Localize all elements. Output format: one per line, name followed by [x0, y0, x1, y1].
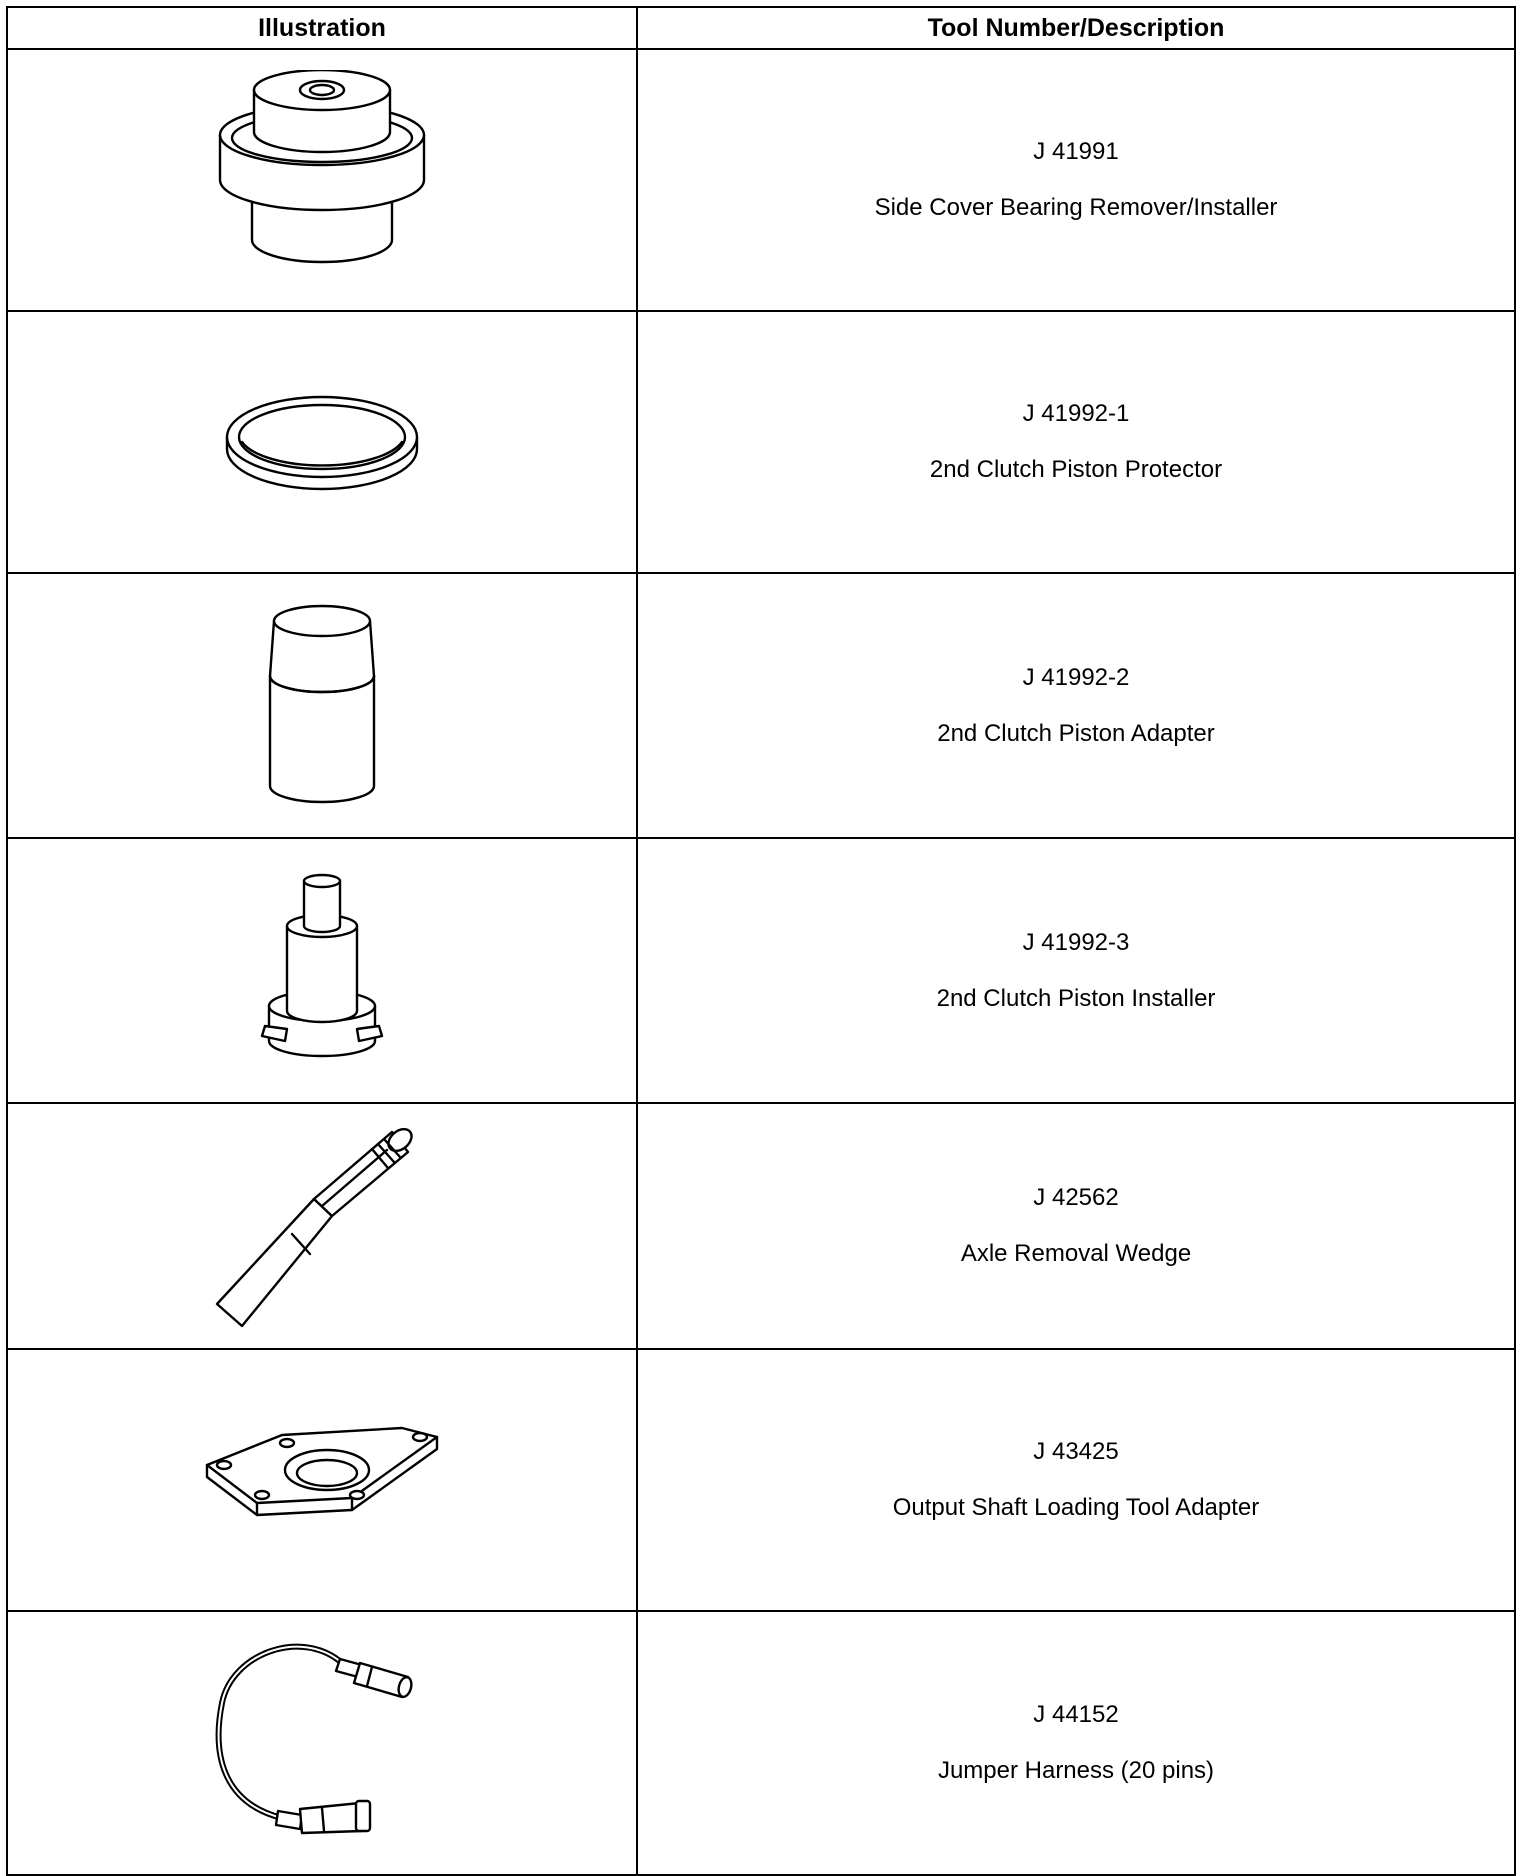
tool-name: 2nd Clutch Piston Installer — [936, 984, 1216, 1012]
tool-name: Axle Removal Wedge — [960, 1240, 1192, 1267]
tool-number: J 43425 — [1033, 1438, 1119, 1465]
description-cell — [637, 573, 1515, 838]
description-cell — [637, 838, 1515, 1103]
piston-protector-ring-icon — [222, 392, 422, 492]
tool-number: J 41992-1 — [1022, 400, 1130, 427]
table-row — [7, 838, 1515, 1103]
table-row — [7, 311, 1515, 573]
tool-number: J 41991 — [1033, 138, 1119, 165]
tool-number: J 42562 — [1033, 1184, 1119, 1211]
axle-wedge-icon — [212, 1114, 432, 1339]
tool-name: 2nd Clutch Piston Adapter — [937, 719, 1215, 747]
tool-table — [6, 6, 1516, 1876]
table-row — [7, 1103, 1515, 1349]
table-row — [7, 49, 1515, 311]
tool-name: Jumper Harness (20 pins) — [937, 1757, 1215, 1784]
table-row — [7, 573, 1515, 838]
illustration-cell — [7, 838, 637, 1103]
jumper-harness-icon — [212, 1633, 432, 1853]
piston-adapter-cylinder-icon — [262, 601, 382, 811]
illustration-cell — [7, 1103, 637, 1349]
illustration-cell — [7, 1349, 637, 1611]
header-row — [7, 7, 1515, 49]
illustration-cell — [7, 49, 637, 311]
table-row — [7, 1611, 1515, 1875]
tool-name: 2nd Clutch Piston Protector — [929, 456, 1223, 483]
shaft-adapter-plate-icon — [202, 1425, 442, 1535]
description-cell — [637, 1103, 1515, 1349]
description-cell — [637, 1349, 1515, 1611]
tool-number: J 41992-3 — [1022, 928, 1130, 956]
description-cell — [637, 311, 1515, 573]
tool-number: J 44152 — [1033, 1701, 1119, 1728]
header-illustration: Illustration — [7, 7, 637, 49]
illustration-cell — [7, 311, 637, 573]
description-cell — [637, 49, 1515, 311]
tool-name: Output Shaft Loading Tool Adapter — [892, 1494, 1260, 1521]
tool-number: J 41992-2 — [1022, 663, 1130, 691]
piston-installer-icon — [247, 866, 397, 1076]
illustration-cell — [7, 1611, 637, 1875]
bearing-remover-installer-icon — [212, 70, 432, 290]
table-row — [7, 1349, 1515, 1611]
description-cell — [637, 1611, 1515, 1875]
tool-name: Side Cover Bearing Remover/Installer — [874, 194, 1278, 221]
header-description: Tool Number/Description — [637, 7, 1515, 49]
illustration-cell — [7, 573, 637, 838]
